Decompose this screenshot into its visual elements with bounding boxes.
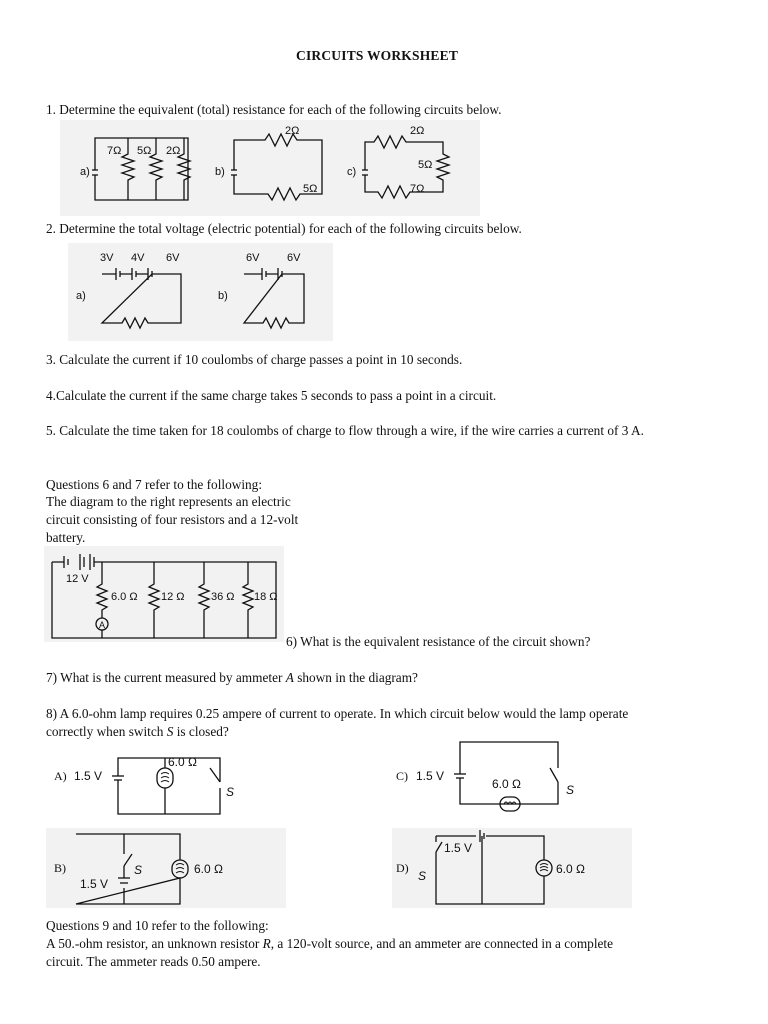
- circuit67-r1: 6.0 Ω: [111, 591, 138, 603]
- q8-option-a-circuit: [50, 748, 290, 820]
- q2-a-v2: 4V: [131, 252, 145, 264]
- circuit67-r4: 18 Ω: [254, 591, 278, 603]
- q2-b-v2: 6V: [287, 252, 301, 264]
- circuit67-r2: 12 Ω: [161, 591, 185, 603]
- q2-b-v1: 6V: [246, 252, 260, 264]
- q1-c-label: c): [347, 166, 357, 178]
- question-5: 5. Calculate the time taken for 18 coulombs of charge to flow through a wire, if the wire carries a current of 3 A.: [46, 423, 644, 438]
- q8-option-d-label: D): [396, 861, 409, 875]
- q8-option-c-switch: S: [566, 783, 575, 797]
- q8-option-a-switch: S: [226, 785, 235, 799]
- q1-a-label: a): [80, 166, 90, 178]
- q8-option-d-battery: 1.5 V: [444, 841, 473, 855]
- q8-option-c-resistance: 6.0 Ω: [492, 777, 521, 791]
- q8-option-c-label: C): [396, 769, 408, 783]
- q910-line-1: Questions 9 and 10 refer to the following:: [46, 918, 269, 933]
- q8-option-b-battery: 1.5 V: [80, 877, 109, 891]
- q8-option-d-resistance: 6.0 Ω: [556, 862, 585, 876]
- q67-intro-line-2: The diagram to the right represents an electric: [46, 494, 291, 509]
- question-2: 2. Determine the total voltage (electric potential) for each of the following circuits below.: [46, 221, 522, 236]
- q1-c-r2: 5Ω: [418, 159, 433, 171]
- circuit67-battery-label: 12 V: [66, 573, 89, 585]
- circuit67-r3: 36 Ω: [211, 591, 235, 603]
- circuit-q6-q7: [44, 546, 284, 642]
- q1-figures: [60, 120, 480, 216]
- q8-option-d-switch: S: [418, 869, 427, 883]
- q2-a-label: a): [76, 290, 86, 302]
- q8-option-b-label: B): [54, 861, 66, 875]
- q8-option-d-circuit: [392, 828, 632, 908]
- question-4: 4.Calculate the current if the same charge takes 5 seconds to pass a point in a circuit.: [46, 388, 497, 403]
- question-7: 7) What is the current measured by ammeter A shown in the diagram?: [46, 670, 418, 685]
- q1-b-r1: 2Ω: [285, 125, 300, 137]
- q2-figures: [68, 243, 333, 341]
- ammeter-label: A: [99, 620, 106, 630]
- q1-c-r3: 7Ω: [410, 183, 425, 195]
- q8-option-b-circuit: [46, 828, 286, 908]
- q8-option-c-battery: 1.5 V: [416, 769, 445, 783]
- q8-option-a-resistance: 6.0 Ω: [168, 755, 197, 769]
- q2-b-label: b): [218, 290, 228, 302]
- q1-a-r3: 2Ω: [166, 145, 181, 157]
- q8-option-b-resistance: 6.0 Ω: [194, 862, 223, 876]
- question-3: 3. Calculate the current if 10 coulombs of charge passes a point in 10 seconds.: [46, 352, 463, 367]
- q8-option-a-label: A): [54, 769, 67, 783]
- question-8-line-1: 8) A 6.0-ohm lamp requires 0.25 ampere of current to operate. In which circuit below would the lamp operate: [46, 706, 629, 721]
- q67-intro-line-4: battery.: [46, 530, 86, 545]
- q910-line-2: A 50.-ohm resistor, an unknown resistor R, a 120-volt source, and an ammeter are connected in a complete: [46, 936, 614, 951]
- q1-b-r2: 5Ω: [303, 183, 318, 195]
- question-8-line-2: correctly when switch S is closed?: [46, 724, 229, 739]
- page-title: CIRCUITS WORKSHEET: [296, 48, 459, 63]
- q1-b-label: b): [215, 166, 225, 178]
- q67-intro-line-3: circuit consisting of four resistors and a 12-volt: [46, 512, 299, 527]
- q67-intro-line-1: Questions 6 and 7 refer to the following:: [46, 477, 263, 492]
- question-1: 1. Determine the equivalent (total) resistance for each of the following circuits below.: [46, 102, 502, 117]
- q8-option-b-switch: S: [134, 863, 143, 877]
- q1-a-r2: 5Ω: [137, 145, 152, 157]
- q2-a-v1: 3V: [100, 252, 114, 264]
- question-6: 6) What is the equivalent resistance of the circuit shown?: [286, 634, 591, 649]
- q8-option-a-battery: 1.5 V: [74, 769, 103, 783]
- q910-line-3: circuit. The ammeter reads 0.50 ampere.: [46, 954, 261, 969]
- q1-a-r1: 7Ω: [107, 145, 122, 157]
- q2-a-v3: 6V: [166, 252, 180, 264]
- q1-c-r1: 2Ω: [410, 125, 425, 137]
- q8-option-c-circuit: [392, 738, 632, 810]
